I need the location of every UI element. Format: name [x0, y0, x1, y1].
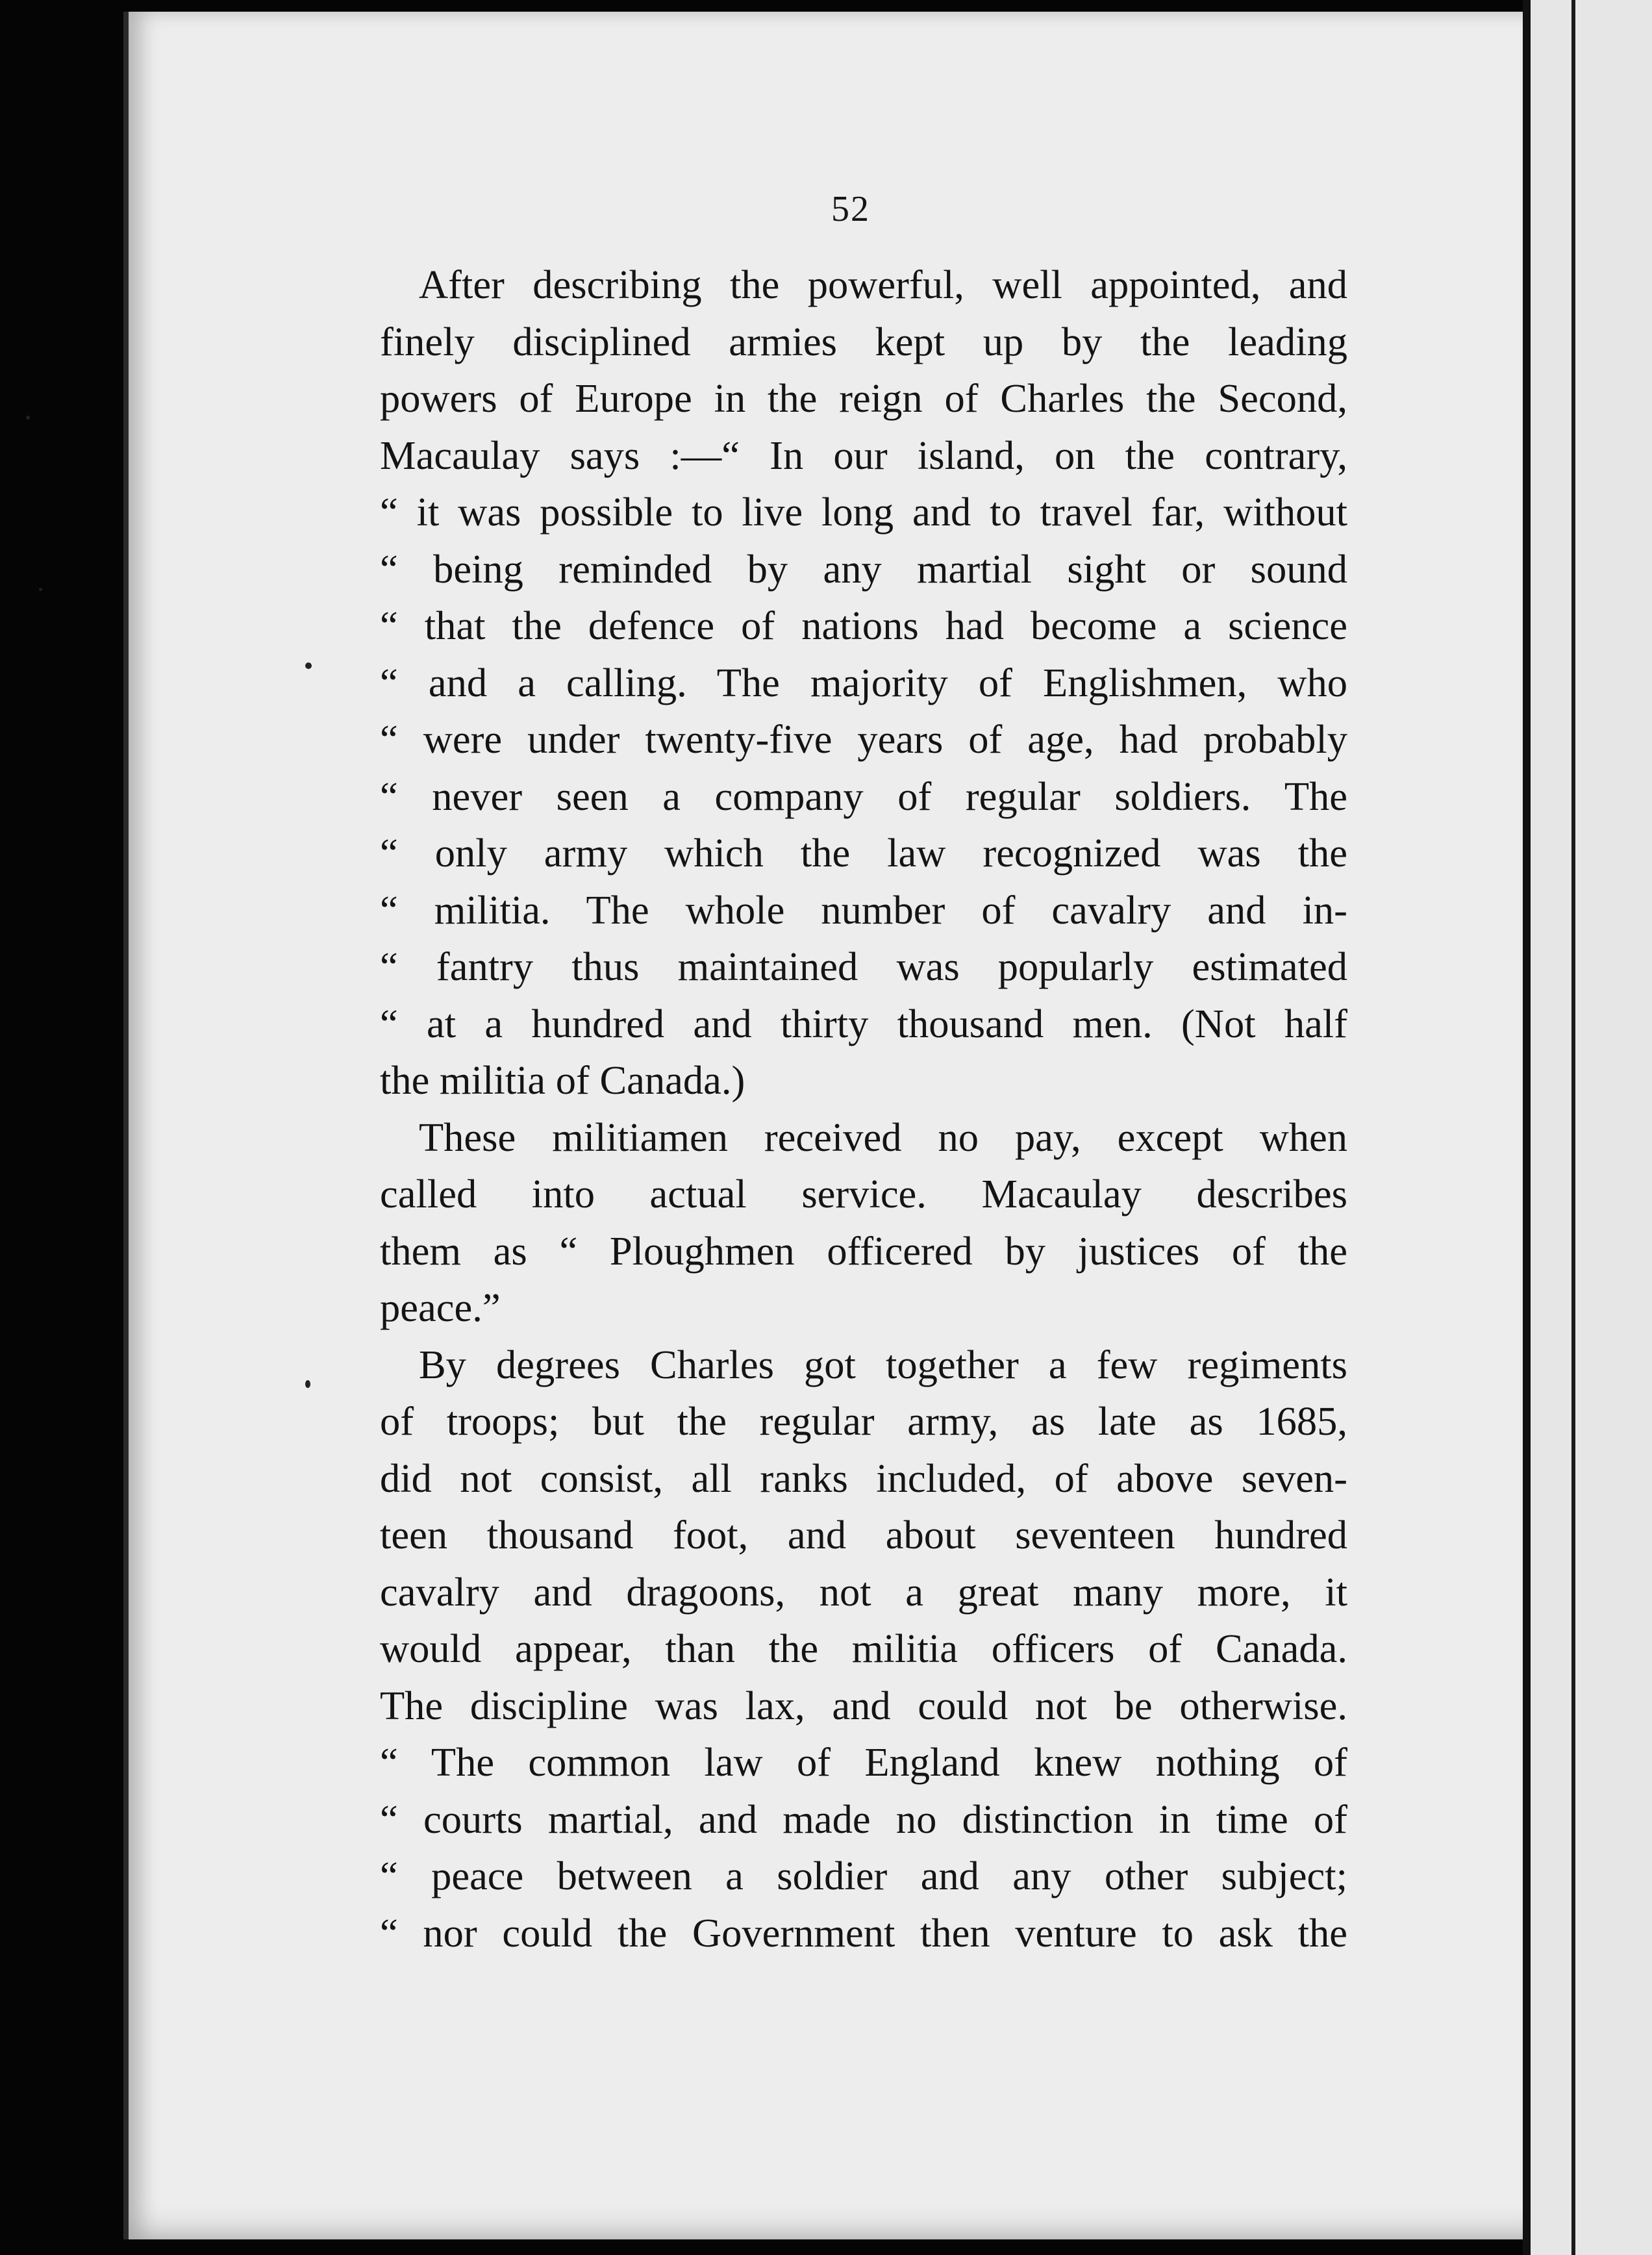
body-text	[380, 257, 1347, 1961]
text-line: “ at a hundred and thirty thousand men. (Not half	[380, 1000, 1347, 1046]
text-line: “ fantry thus maintained was popularly estimated	[380, 944, 1347, 989]
text-line: peace.”	[380, 1285, 501, 1330]
page-number: 52	[831, 189, 870, 229]
text-line: “ peace between a soldier and any other subject;	[380, 1853, 1347, 1898]
text-line: of troops; but the regular army, as late as 1685,	[380, 1398, 1347, 1444]
text-line: cavalry and dragoons, not a great many more, it	[380, 1568, 1347, 1615]
text-line: “ and a calling. The majority of Englishmen, who	[380, 659, 1347, 705]
text-line: powers of Europe in the reign of Charles the Second,	[380, 375, 1347, 421]
text-line: These militiamen received no pay, except when	[419, 1114, 1347, 1160]
scan-speck	[39, 588, 42, 591]
text-line: After describing the powerful, well appointed, and	[419, 262, 1347, 307]
paragraph-1	[380, 257, 1347, 1109]
text-line: “ The common law of England knew nothing of	[380, 1739, 1347, 1785]
text-line: “ courts martial, and made no distinction in time of	[380, 1796, 1347, 1842]
text-line: The discipline was lax, and could not be otherwise.	[380, 1682, 1347, 1728]
paragraph-2	[380, 1109, 1347, 1337]
text-line: “ militia. The whole number of cavalry and in-	[380, 887, 1347, 933]
text-line: “ being reminded by any martial sight or sound	[380, 546, 1347, 592]
text-line: “ it was possible to live long and to travel far, without	[380, 489, 1347, 535]
text-line: the militia of Canada.)	[380, 1057, 745, 1103]
text-line: “ that the defence of nations had become a science	[380, 603, 1347, 648]
page-gutter	[1523, 0, 1531, 2255]
scan-speck	[26, 416, 30, 420]
scan-speck	[305, 1380, 310, 1388]
text-line: “ were under twenty-five years of age, had probably	[380, 716, 1347, 762]
text-line: By degrees Charles got together a few regiments	[419, 1341, 1347, 1387]
paragraph-3	[380, 1337, 1347, 1962]
text-line: them as “ Ploughmen officered by justices of the	[380, 1228, 1347, 1274]
adjacent-page-rule	[1571, 0, 1575, 2255]
adjacent-page-edge	[1531, 0, 1652, 2255]
scan-speck	[305, 662, 312, 669]
text-line: Macaulay says :—“ In our island, on the contrary,	[380, 432, 1347, 478]
text-line: did not consist, all ranks included, of above seven-	[380, 1455, 1347, 1501]
text-line: finely disciplined armies kept up by the leading	[380, 318, 1347, 364]
text-line: “ only army which the law recognized was the	[380, 830, 1347, 876]
text-line: “ nor could the Government then venture to ask the	[380, 1909, 1347, 1956]
text-line: teen thousand foot, and about seventeen hundred	[380, 1512, 1347, 1557]
text-line: “ never seen a company of regular soldiers. The	[380, 773, 1347, 819]
text-line: would appear, than the militia officers of Canada.	[380, 1626, 1347, 1671]
text-line: called into actual service. Macaulay describes	[380, 1171, 1347, 1216]
